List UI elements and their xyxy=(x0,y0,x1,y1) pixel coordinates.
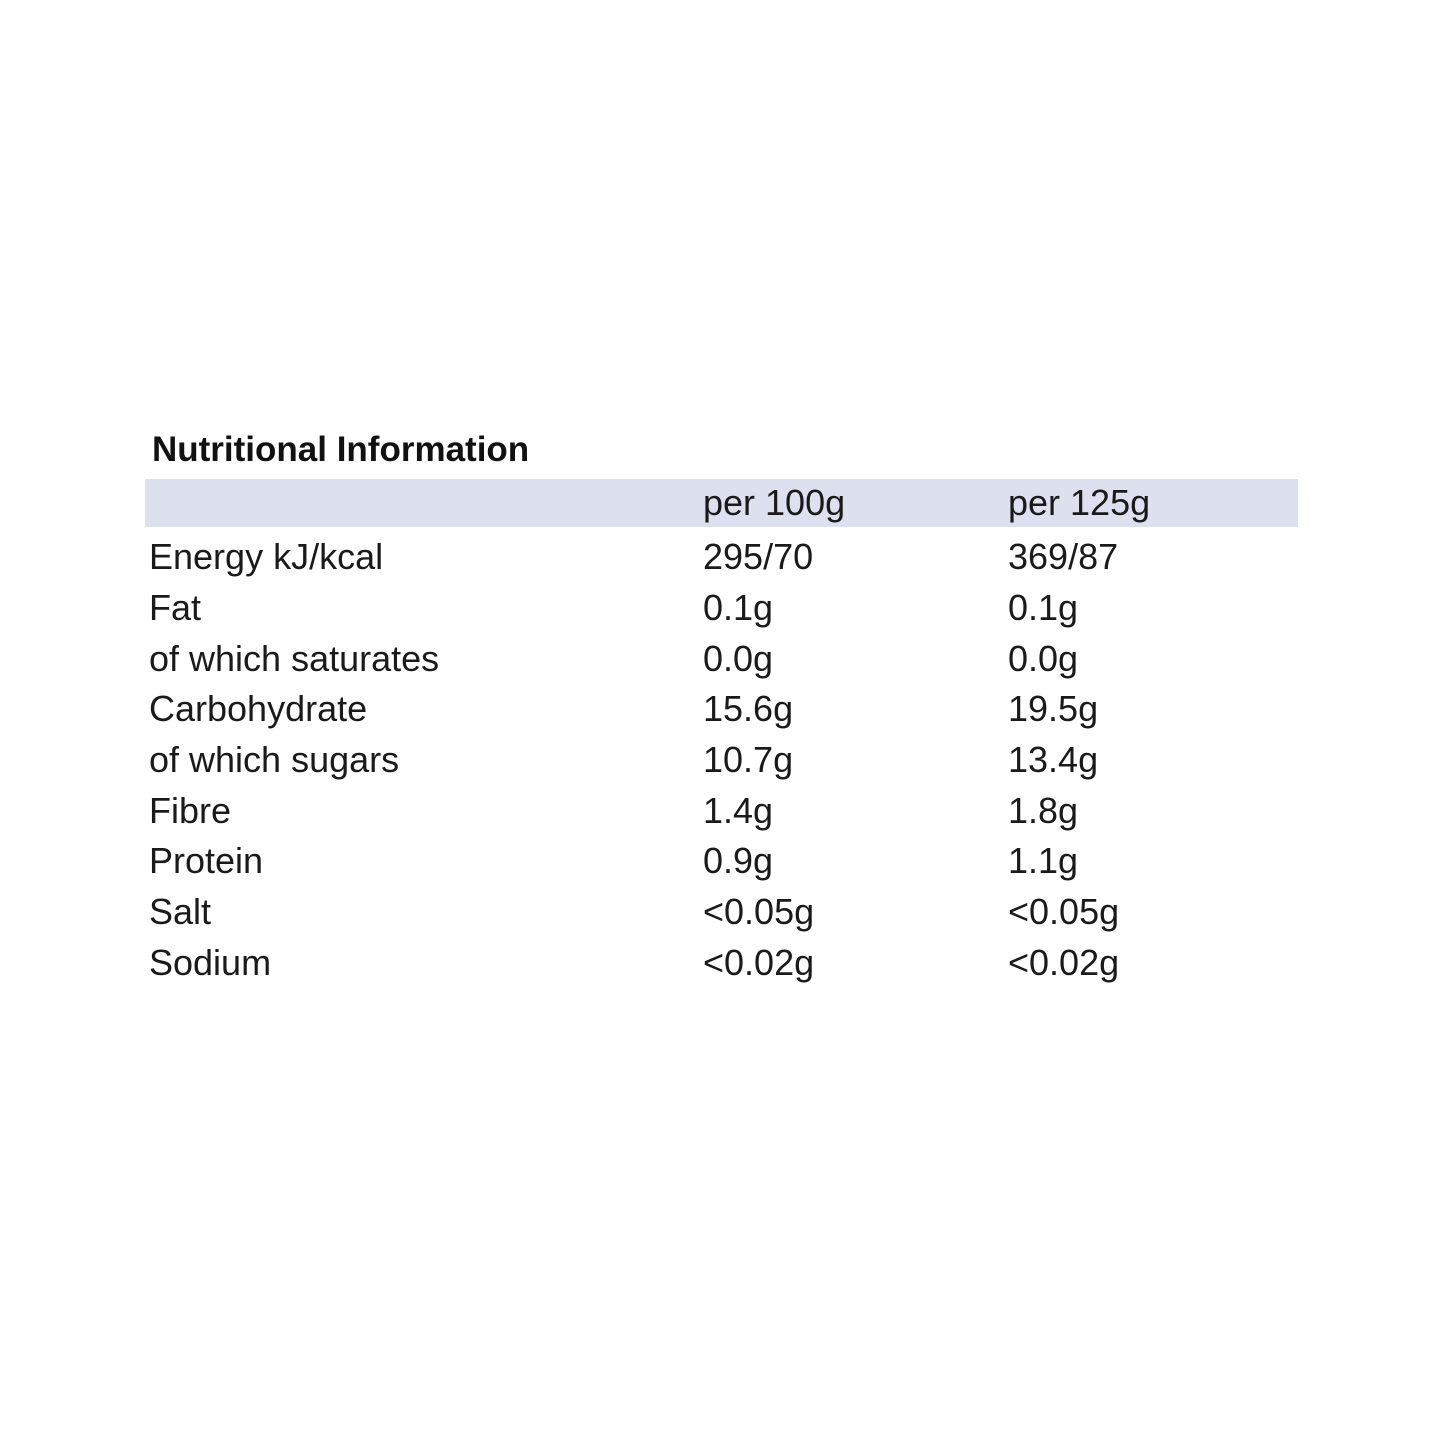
row-value-per125g: 1.8g xyxy=(1008,789,1079,831)
row-label: Carbohydrate xyxy=(149,688,368,730)
table-row-saturates xyxy=(145,633,1298,684)
row-label: Fibre xyxy=(149,789,232,831)
row-value-per100g: <0.02g xyxy=(703,941,815,983)
table-row-fibre xyxy=(145,785,1298,836)
table-row-carbohydrate xyxy=(145,684,1298,735)
row-value-per125g: 13.4g xyxy=(1008,739,1099,781)
row-value-per100g: 295/70 xyxy=(703,536,814,578)
row-value-per100g: 0.1g xyxy=(703,587,774,629)
table-body xyxy=(145,532,1298,988)
row-value-per100g: 0.0g xyxy=(703,637,774,679)
table-row-salt xyxy=(145,887,1298,938)
row-value-per125g: 0.0g xyxy=(1008,637,1079,679)
row-label: Sodium xyxy=(149,941,272,983)
row-value-per125g: 0.1g xyxy=(1008,587,1079,629)
table-row-protein xyxy=(145,836,1298,887)
row-label: Energy kJ/kcal xyxy=(149,536,384,578)
nutrition-table xyxy=(145,430,1298,988)
row-value-per125g: <0.02g xyxy=(1008,941,1120,983)
row-value-per125g: 1.1g xyxy=(1008,840,1079,882)
table-row-sodium xyxy=(145,938,1298,989)
row-value-per100g: 1.4g xyxy=(703,789,774,831)
row-value-per100g: 15.6g xyxy=(703,688,794,730)
row-value-per125g: <0.05g xyxy=(1008,891,1120,933)
row-label: Protein xyxy=(149,840,264,882)
row-value-per100g: 10.7g xyxy=(703,739,794,781)
table-row-fat xyxy=(145,583,1298,634)
row-label: of which sugars xyxy=(149,739,400,781)
row-value-per100g: <0.05g xyxy=(703,891,815,933)
header-per-100g: per 100g xyxy=(703,482,846,523)
row-label: of which saturates xyxy=(149,637,440,679)
row-value-per125g: 19.5g xyxy=(1008,688,1099,730)
row-label: Salt xyxy=(149,891,212,933)
row-value-per100g: 0.9g xyxy=(703,840,774,882)
table-row-sugars xyxy=(145,735,1298,786)
table-header-row xyxy=(145,479,1298,527)
header-per-125g: per 125g xyxy=(1008,482,1151,523)
page-title: Nutritional Information xyxy=(152,430,530,469)
row-value-per125g: 369/87 xyxy=(1008,536,1119,578)
table-row-energy xyxy=(145,532,1298,583)
row-label: Fat xyxy=(149,587,202,629)
